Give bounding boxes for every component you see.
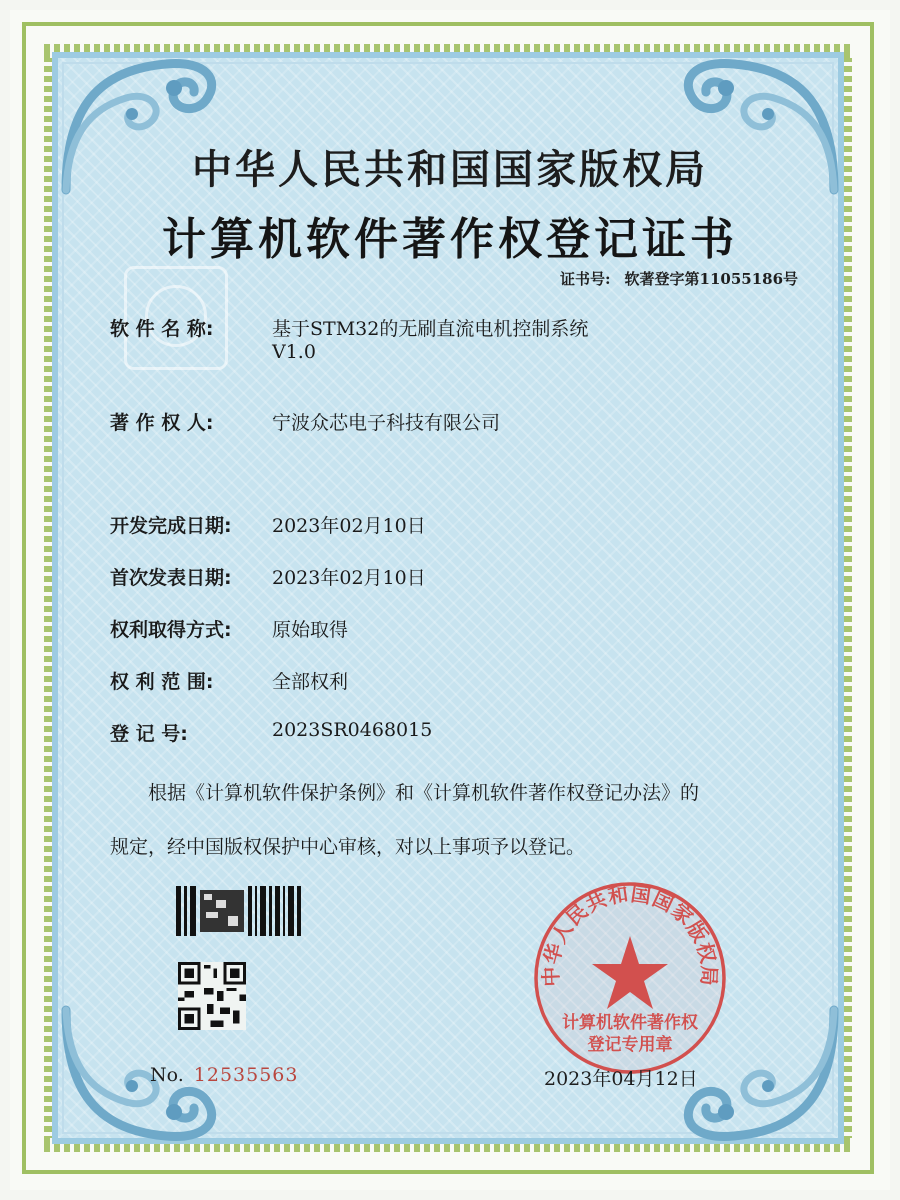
certificate-number-label: 证书号: [560, 270, 611, 288]
field-value: 2023SR0468015 [272, 719, 433, 741]
statement-line-2: 规定，经中国版权保护中心审核，对以上事项予以登记。 [110, 836, 586, 858]
field-value [272, 314, 588, 363]
certificate-number [560, 268, 798, 289]
field-value: 2023年02月10日 [272, 515, 426, 537]
statement-line-1: 根据《计算机软件保护条例》和《计算机软件著作权登记办法》的 [148, 782, 700, 804]
serial-value: 12535563 [193, 1064, 299, 1086]
issuing-authority: 中华人民共和国国家版权局 [192, 147, 708, 193]
field-label: 权利取得方式: [110, 619, 232, 641]
field-publication-date [110, 563, 426, 590]
field-label: 权 利 范 围: [110, 671, 214, 693]
field-registration-number [110, 719, 432, 746]
software-name-line: 基于STM32的无刷直流电机控制系统 [272, 318, 589, 340]
serial-number [150, 1064, 299, 1086]
field-label: 著 作 权 人: [110, 412, 214, 434]
qr-code-icon [178, 962, 246, 1030]
field-acquisition-method [110, 615, 348, 642]
field-label: 登 记 号: [110, 723, 188, 745]
field-label: 开发完成日期: [110, 515, 232, 537]
seal-ring-text: 中华人民共和国国家版权局 [538, 881, 722, 988]
issue-date: 2023年04月12日 [544, 1068, 698, 1090]
field-copyright-owner [110, 408, 500, 435]
field-label: 首次发表日期: [110, 567, 232, 589]
seal-line-1: 计算机软件著作权 [562, 1013, 698, 1033]
barcode-icon [176, 886, 304, 936]
field-value: 宁波众芯电子科技有限公司 [272, 412, 501, 434]
certificate-title: 计算机软件著作权登记证书 [162, 214, 738, 265]
field-value: 全部权利 [272, 671, 349, 693]
field-label: 软 件 名 称: [110, 318, 214, 340]
official-seal-icon [530, 878, 730, 1078]
seal-line-2: 登记专用章 [587, 1035, 673, 1055]
field-rights-scope [110, 667, 348, 694]
field-development-date [110, 511, 426, 538]
serial-prefix: No. [150, 1064, 184, 1086]
field-value: 2023年02月10日 [272, 567, 426, 589]
software-version: V1.0 [272, 341, 316, 363]
field-software-name [110, 314, 588, 363]
certificate-number-value: 软著登字第11055186号 [624, 270, 799, 288]
field-value: 原始取得 [272, 619, 349, 641]
